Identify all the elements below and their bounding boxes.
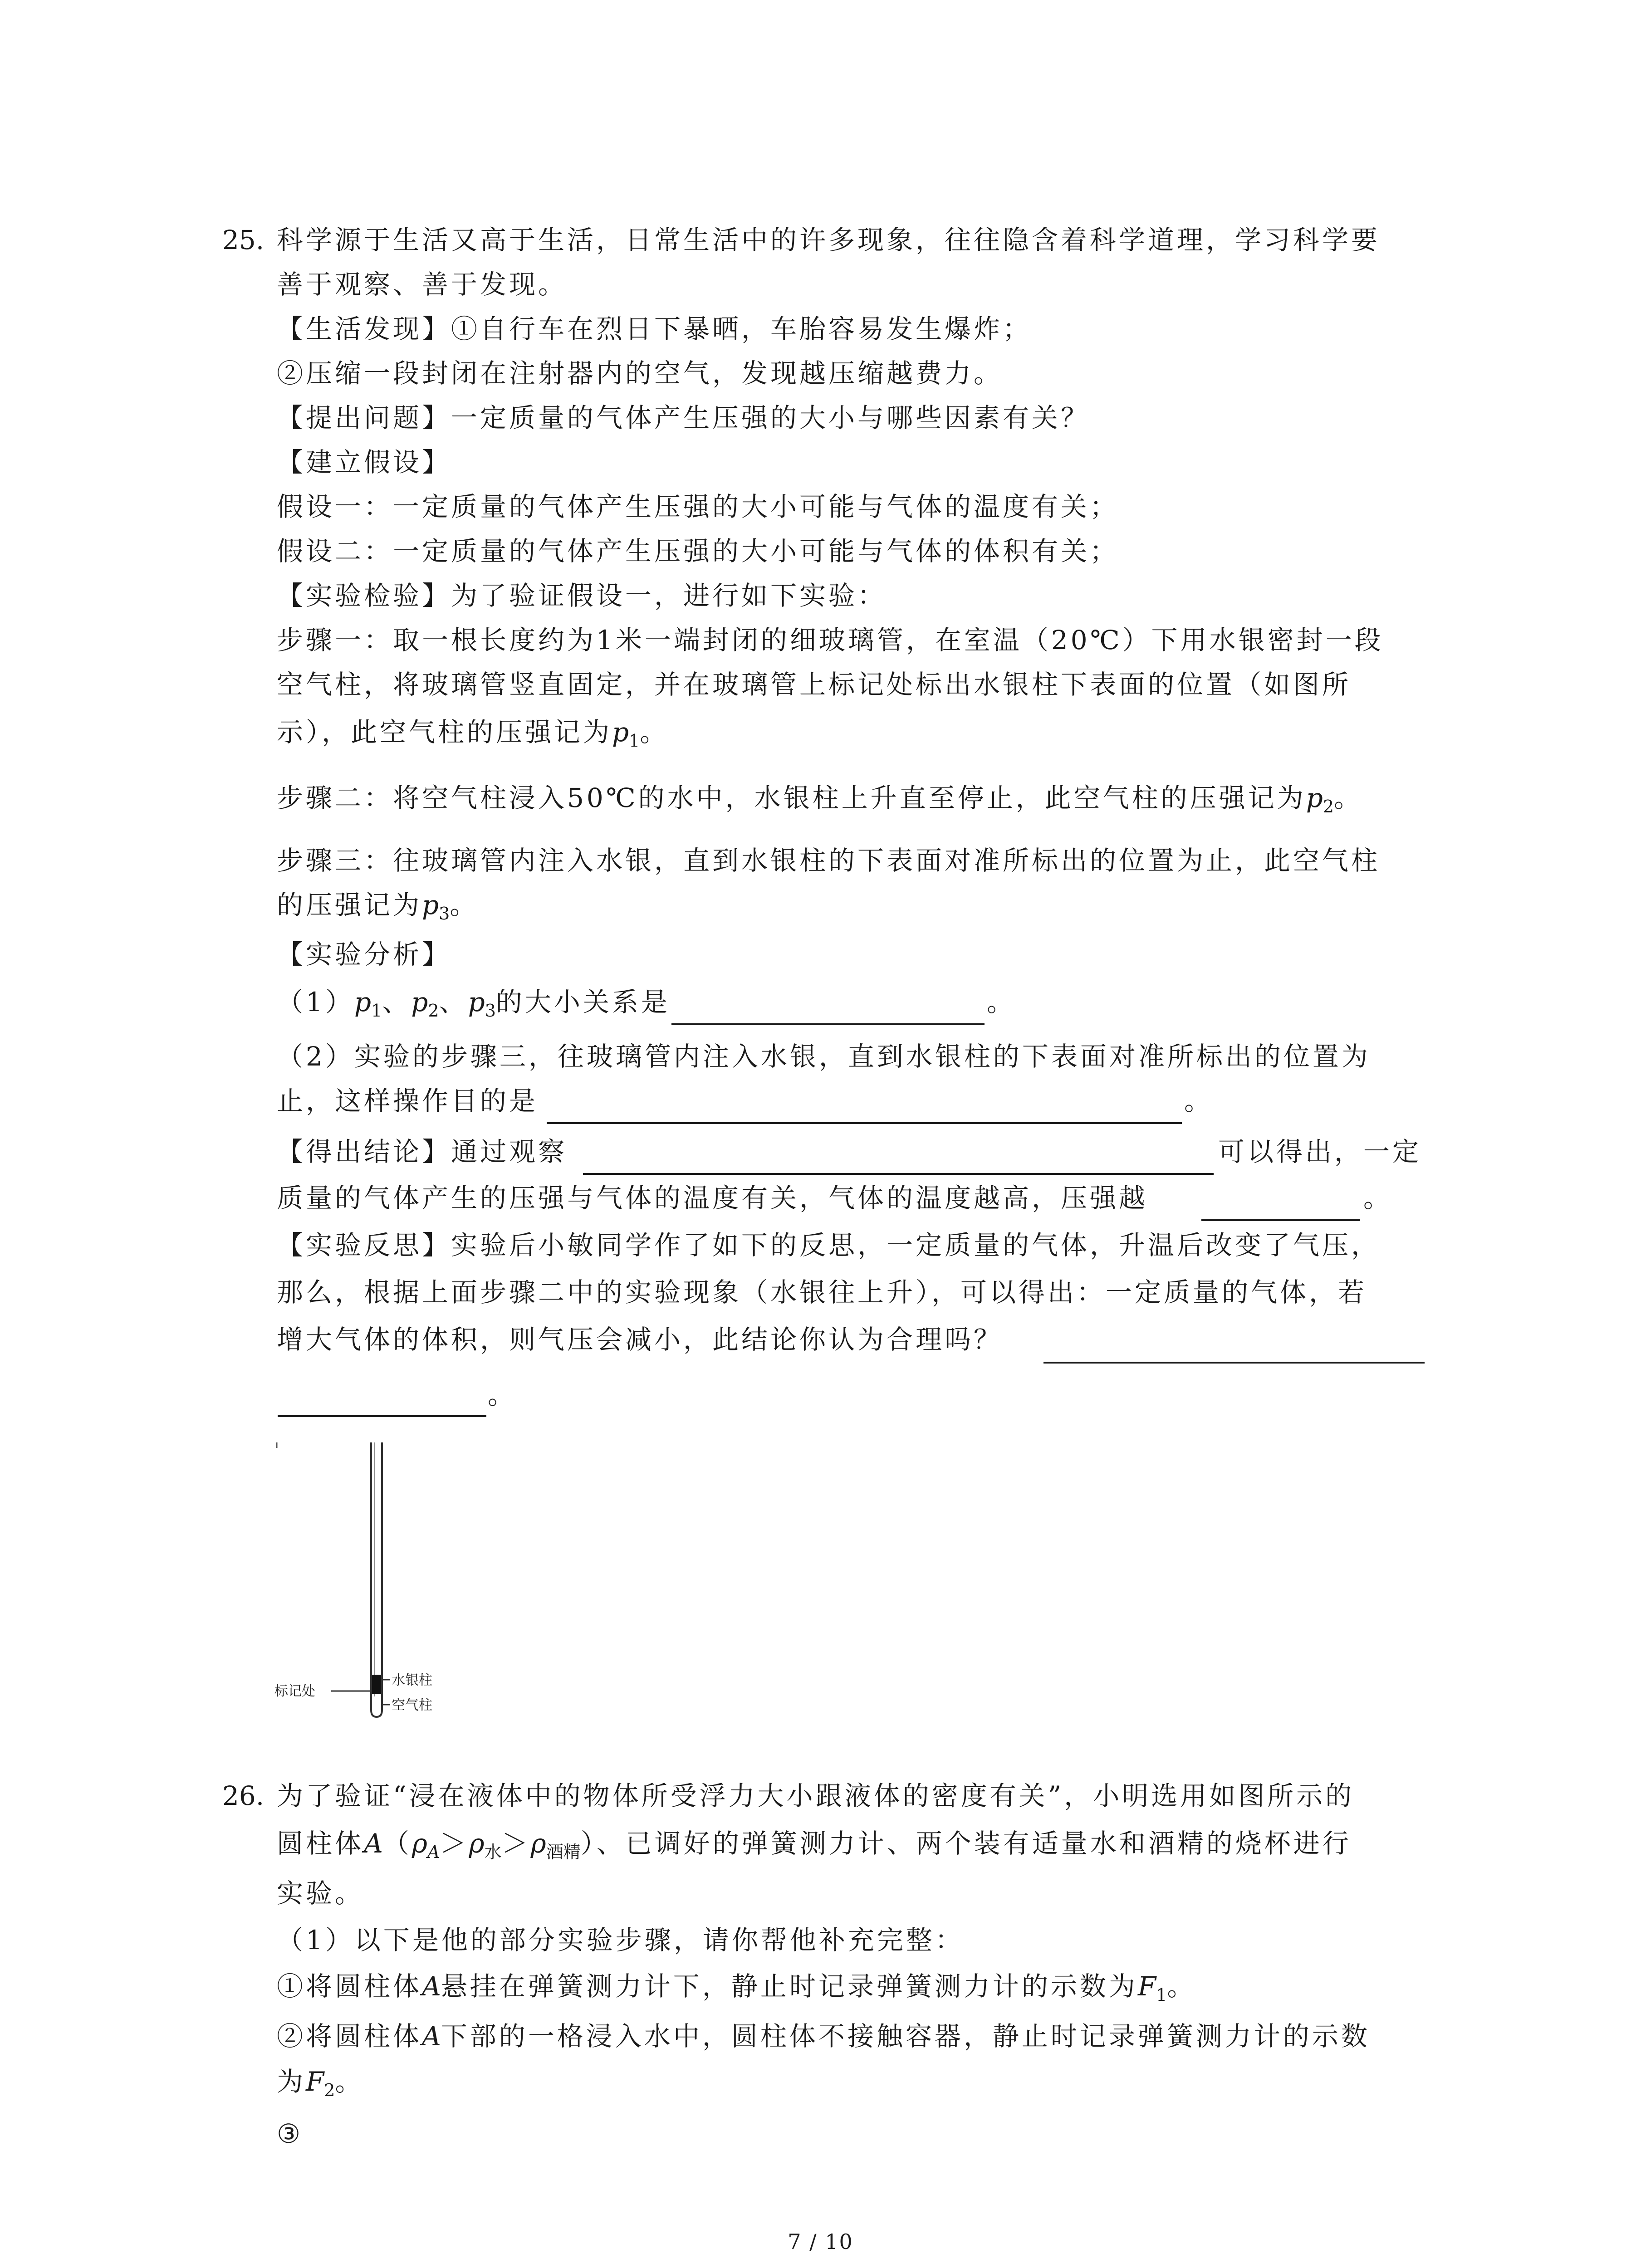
q25-step2: 步骤二：将空气柱浸入50℃的水中，水银柱上升直至停止，此空气柱的压强记为$p_2$。 <box>277 782 1363 816</box>
q25-question: 【提出问题】一定质量的气体产生压强的大小与哪些因素有关？ <box>277 402 1090 433</box>
answer-blank-conclusion-pressure[interactable] <box>1201 1219 1360 1221</box>
q25-step1-line2: 空气柱，将玻璃管竖直固定，并在玻璃管上标记处标出水银柱下表面的位置（如图所 <box>277 669 1352 700</box>
q25-hypothesis-1: 假设一：一定质量的气体产生压强的大小可能与气体的温度有关； <box>277 491 1119 522</box>
q25-step1-line3: 示），此空气柱的压强记为$p_1$。 <box>277 717 669 751</box>
q25-test-heading: 【实验检验】为了验证假设一，进行如下实验： <box>277 580 887 611</box>
q25-a1-end: 。 <box>987 987 1016 1017</box>
q25-hypothesis-2: 假设二：一定质量的气体产生压强的大小可能与气体的体积有关； <box>277 536 1119 567</box>
q25-step3-line1: 步骤三：往玻璃管内注入水银，直到水银柱的下表面对准所标出的位置为止，此空气柱 <box>277 845 1381 876</box>
question-25-number: 25. <box>222 225 265 255</box>
question-26-number: 26. <box>222 1780 265 1811</box>
q25-hypothesis-heading: 【建立假设】 <box>277 447 451 478</box>
q25-analysis-heading: 【实验分析】 <box>277 939 451 970</box>
mercury-column <box>372 1675 381 1694</box>
q26-step2-line2: 为$F_2$。 <box>277 2066 364 2100</box>
q25-reflection-line1: 【实验反思】实验后小敏同学作了如下的反思，一定质量的气体，升温后改变了气压， <box>277 1230 1381 1261</box>
q25-conclusion-line1-end: 可以得出，一定 <box>1218 1136 1422 1167</box>
rho-alcohol: $\rho_{酒精}$ <box>530 1828 581 1862</box>
q26-intro-line3: 实验。 <box>277 1878 364 1909</box>
rho-water: $\rho_水$ <box>469 1828 502 1862</box>
label-air-column: 空气柱 <box>392 1697 432 1713</box>
q25-intro-line2: 善于观察、善于发现。 <box>277 269 568 300</box>
q26-intro-line2: 圆柱体$A(\rho_A>\rho_水>\rho_{酒精})$、已调好的弹簧测力计、两个装有适量水和酒精的烧杯进行 <box>277 1828 1352 1862</box>
q25-step1-line1: 步骤一：取一根长度约为1米一端封闭的细玻璃管，在室温（20℃）下用水银密封一段 <box>277 625 1384 655</box>
p1-symbol: $p_1$ <box>612 717 640 751</box>
q26-steps-heading: （1）以下是他的部分实验步骤，请你帮他补充完整： <box>277 1925 964 1955</box>
answer-blank-a2[interactable] <box>547 1122 1182 1124</box>
q25-intro-line1: 科学源于生活又高于生活，日常生活中的许多现象，往往隐含着科学道理，学习科学要 <box>277 225 1381 255</box>
q26-intro-line1: 为了验证“浸在液体中的物体所受浮力大小跟液体的密度有关”，小明选用如图所示的 <box>277 1780 1355 1811</box>
answer-blank-a1[interactable] <box>671 1023 985 1025</box>
F1-symbol: $F_1$ <box>1137 1971 1167 2005</box>
answer-blank-reflection-b[interactable] <box>278 1415 486 1417</box>
answer-blank-conclusion-observe[interactable] <box>583 1173 1214 1175</box>
glass-tube-figure <box>254 1442 490 1733</box>
q26-step2-line1: ②将圆柱体A下部的一格浸入水中，圆柱体不接触容器，静止时记录弹簧测力计的示数 <box>277 2021 1370 2052</box>
q25-conclusion-line1: 【得出结论】通过观察 <box>277 1136 568 1167</box>
q25-discovery-line1: 【生活发现】①自行车在烈日下暴晒，车胎容易发生爆炸； <box>277 313 1032 344</box>
p2-symbol: $p_2$ <box>1306 782 1334 816</box>
F2-symbol: $F_2$ <box>306 2066 335 2100</box>
q25-analysis-2-line2: 止，这样操作目的是 <box>277 1085 539 1116</box>
label-mercury: 水银柱 <box>392 1672 432 1688</box>
q25-reflection-end: 。 <box>488 1379 517 1410</box>
q25-conclusion-line2: 质量的气体产生的压强与气体的温度有关，气体的温度越高，压强越 <box>277 1183 1148 1213</box>
answer-blank-reflection-a[interactable] <box>1043 1362 1425 1364</box>
q25-analysis-1: $(1)p_1$、$p_2$、$p_3$的大小关系是 <box>277 987 670 1021</box>
q26-step1: ①将圆柱体A悬挂在弹簧测力计下，静止时记录弹簧测力计的示数为$F_1$。 <box>277 1971 1196 2005</box>
q25-a2-end: 。 <box>1184 1085 1214 1116</box>
q25-step1-text: 示），此空气柱的压强记为 <box>277 717 612 748</box>
rho-A: $\rho_A$ <box>411 1828 440 1862</box>
q25-analysis-2-line1: （2）实验的步骤三，往玻璃管内注入水银，直到水银柱的下表面对准所标出的位置为 <box>277 1041 1371 1072</box>
q25-step3-line2: 的压强记为$p_3$。 <box>277 890 479 924</box>
q25-discovery-line2: ②压缩一段封闭在注射器内的空气，发现越压缩越费力。 <box>277 358 1003 389</box>
q25-reflection-line2: 那么，根据上面步骤二中的实验现象（水银往上升），可以得出：一定质量的气体，若 <box>277 1277 1367 1308</box>
label-mark: 标记处 <box>274 1683 315 1699</box>
q25-conclusion-line2-end: 。 <box>1363 1183 1393 1213</box>
q25-reflection-line3: 增大气体的体积，则气压会减小，此结论你认为合理吗？ <box>277 1324 1003 1355</box>
q26-step3: ③ <box>277 2118 303 2149</box>
page-number: 7 / 10 <box>788 2229 853 2254</box>
p3-symbol: $p_3$ <box>422 890 450 924</box>
